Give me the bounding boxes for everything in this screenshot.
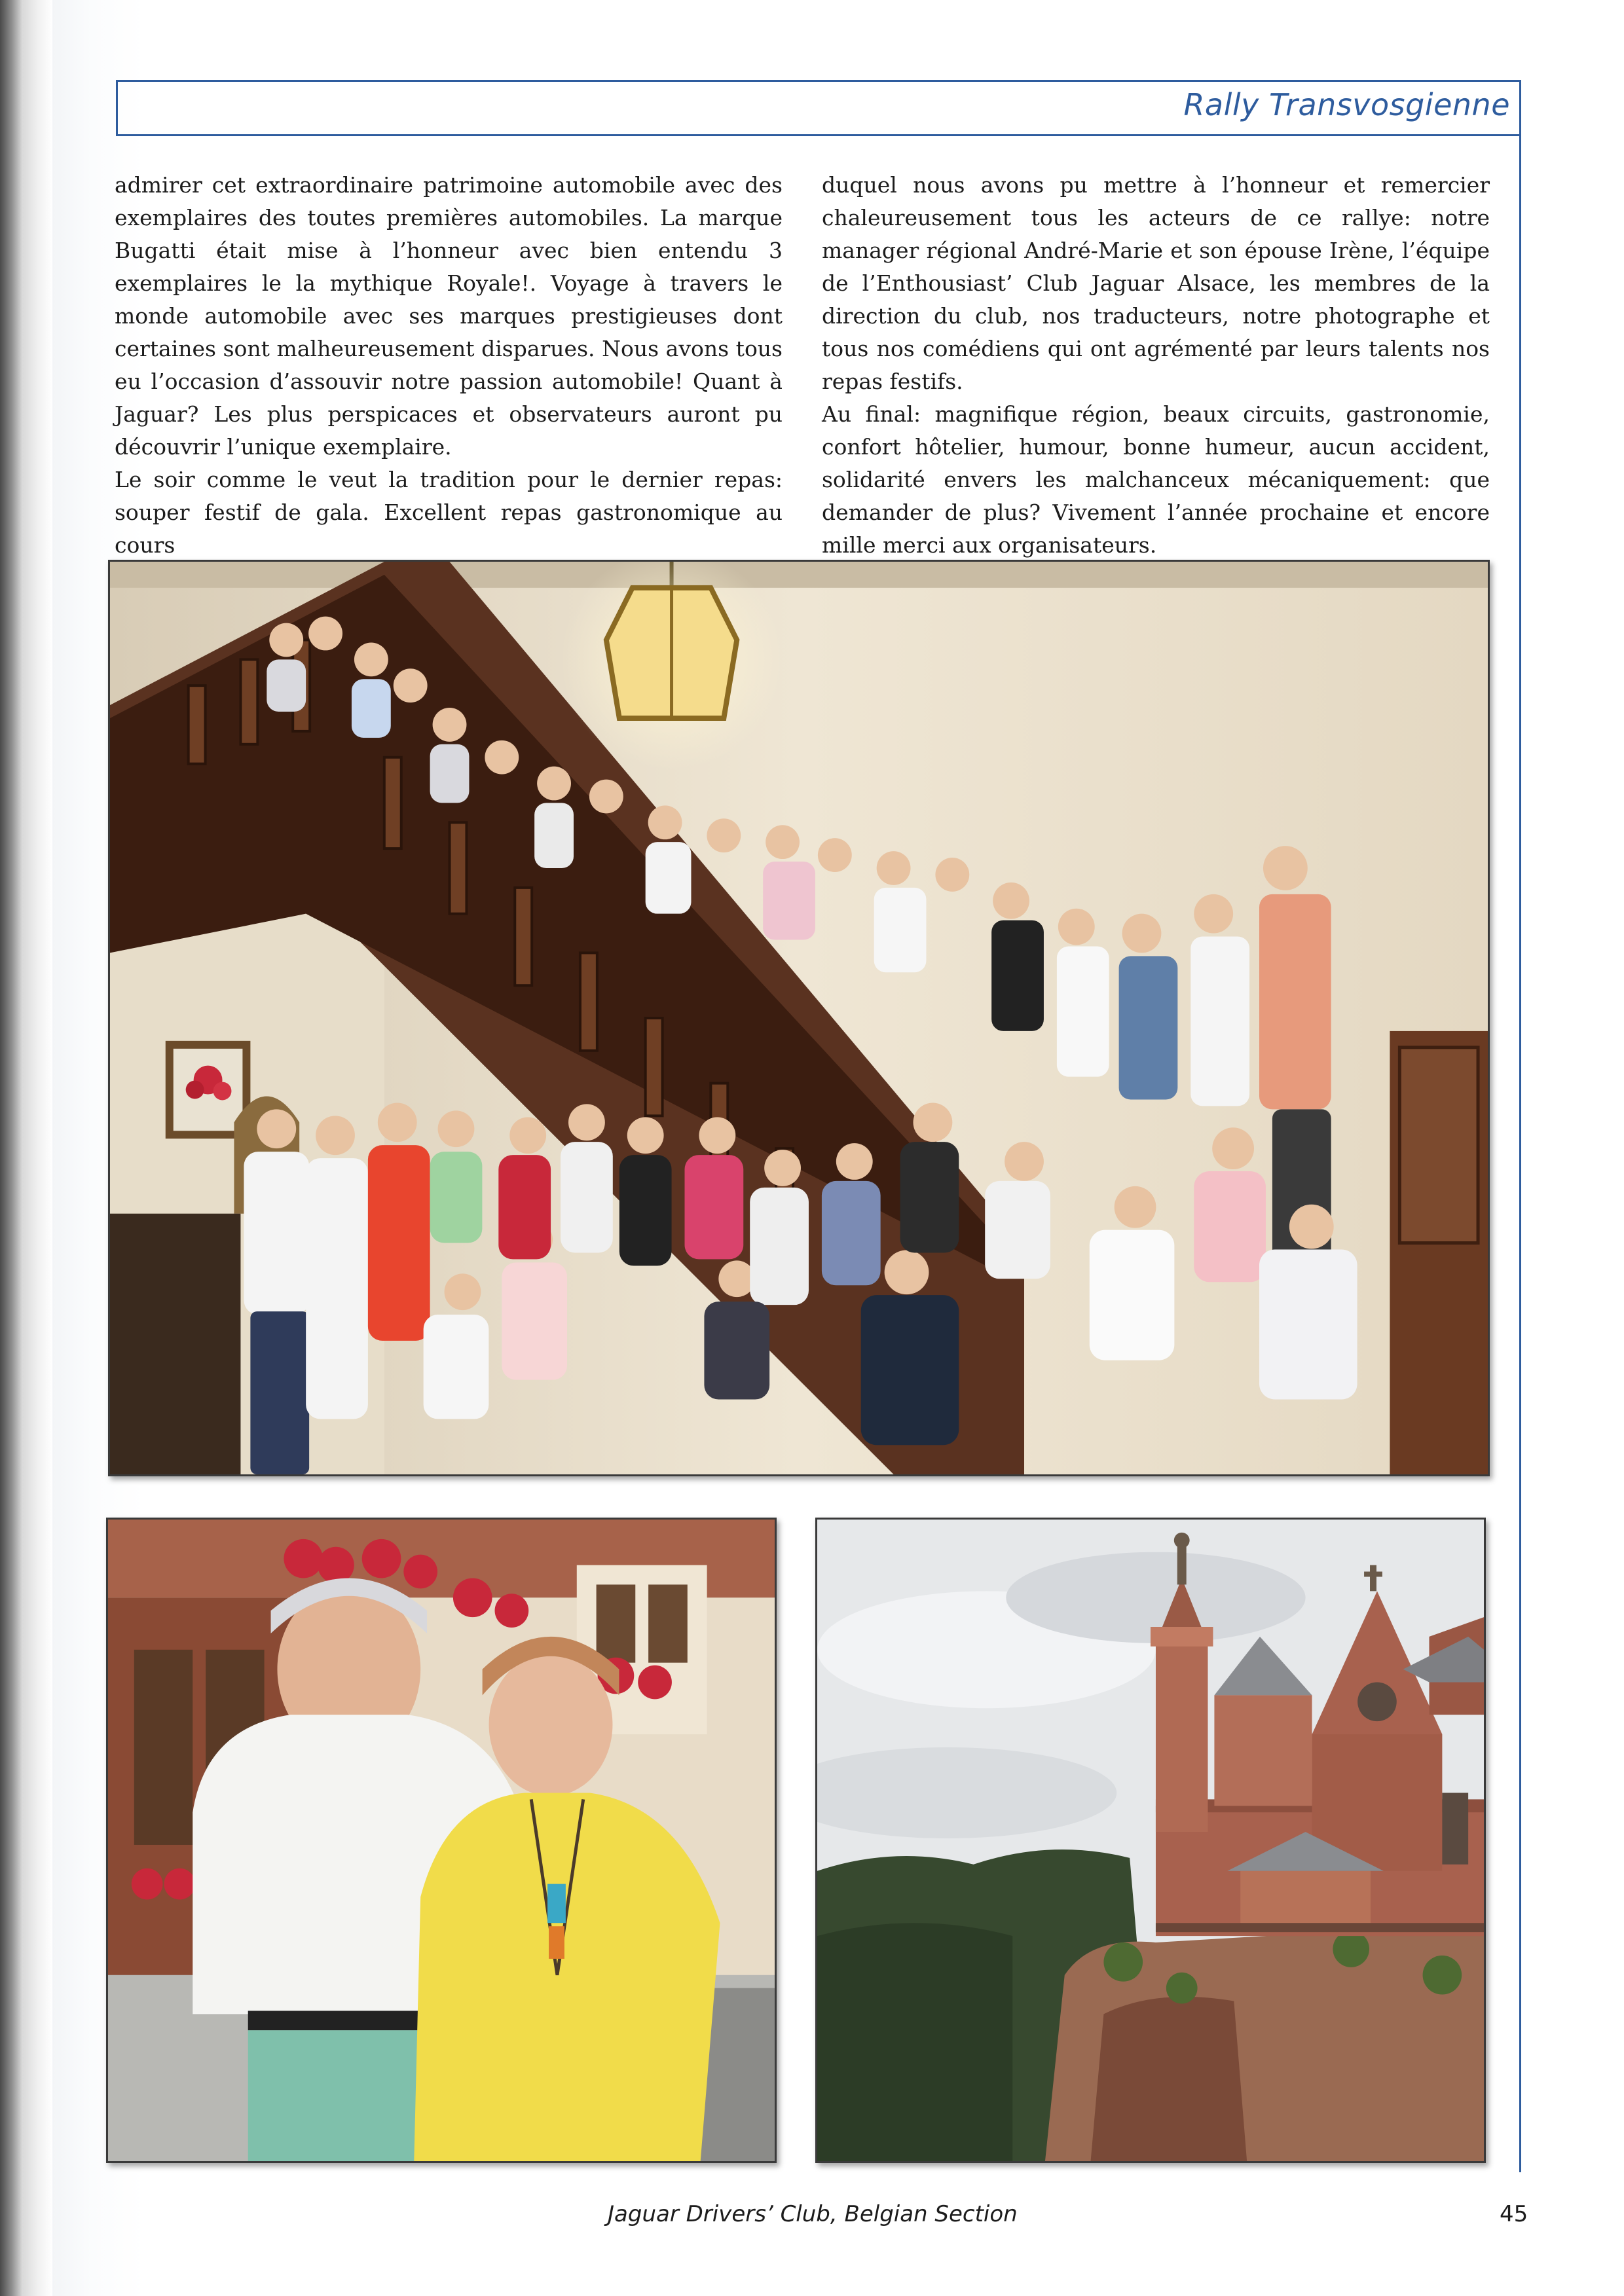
group-photo-illustration [110, 562, 1488, 1474]
church-photo-illustration [817, 1520, 1484, 2161]
footer-publication: Jaguar Drivers’ Club, Belgian Section [608, 2201, 1018, 2227]
group-photo-staircase [108, 560, 1490, 1476]
paragraph: duquel nous avons pu mettre à l’honneur et remercier chaleureusement tous les acteurs de ce rallye: notre manager régional André-Marie et son épouse Irène, l’équipe de l’Enthousiast’ Club Jaguar Alsace, les membres de la direction du club, nos traducteurs, notre photographe et tous nos comédiens qui ont agrémenté par leurs talents nos repas festifs. [822, 172, 1490, 394]
paragraph: Le soir comme le veut la tradition pour le dernier repas: souper festif de gala. Excellent repas gastronomique au cours [115, 467, 783, 558]
page-number: 45 [1500, 2201, 1528, 2227]
page-spine-shadow [0, 0, 52, 2296]
paragraph: admirer cet extraordinaire patrimoine automobile avec des exemplaires des toutes premières automobiles. La marque Bugatti était mise à l’honneur avec bien entendu 3 exemplaires le la mythique Royale!. Voyage à travers le monde automobile avec ses marques prestigieuses dont certaines sont malheureusement disparues. Nous avons tous eu l’occasion d’assouvir notre passion automobile! Quant à Jaguar? Les plus perspicaces et observateurs auront pu découvrir l’unique exemplaire. [115, 172, 783, 460]
church-photo [815, 1518, 1486, 2163]
paragraph: Au final: magnifique région, beaux circuits, gastronomie, confort hôtelier, humour, bonne humeur, aucun accident, solidarité envers les malchanceux mécaniquement: que demander de plus? Vivement l’année prochaine et encore mille merci aux organisateurs. [822, 401, 1490, 558]
section-title: Rally Transvosgienne [1183, 87, 1510, 122]
couple-photo [106, 1518, 777, 2163]
text-column-left [115, 169, 783, 562]
text-column-right [822, 169, 1490, 562]
section-header [116, 80, 1521, 136]
right-margin-rule [1519, 136, 1521, 2172]
couple-photo-illustration [108, 1520, 775, 2161]
